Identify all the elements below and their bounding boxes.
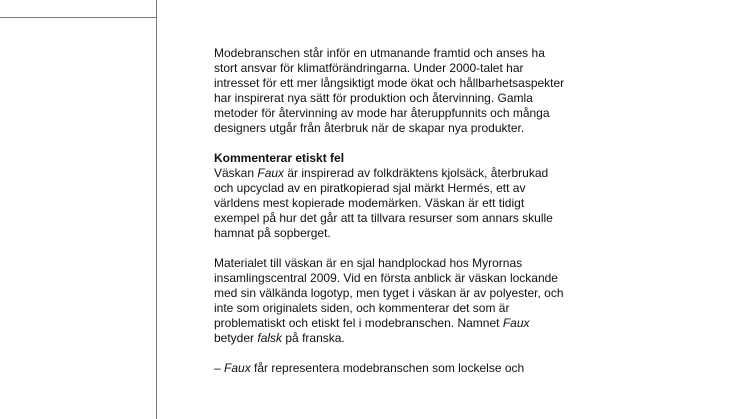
text-line: problematiskt och etiskt fel i modebranschen. Namnet Faux — [214, 316, 530, 330]
text-line: inte som originalets siden, och kommenterar det som är — [214, 301, 510, 315]
text-line: har inspirerat nya sätt för produktion och återvinning. Gamla — [214, 91, 533, 105]
text-line: intresset för ett mer långsiktigt mode ökat och hållbarhetsaspekter — [214, 76, 565, 90]
text-line: exempel på hur det går att ta tillvara resurser som annars skulle — [214, 211, 553, 225]
emphasis: Faux — [257, 166, 285, 180]
bag-description-paragraph — [214, 166, 734, 241]
emphasis: Faux — [224, 361, 251, 375]
quote-paragraph — [214, 361, 734, 376]
article-body — [214, 46, 734, 376]
text-line: stort ansvar för klimatförändringarna. Under 2000-talet har — [214, 61, 524, 75]
text-line: Väskan Faux är inspirerad av folkdräktens kjolsäck, återbrukad — [214, 166, 549, 180]
material-paragraph — [214, 256, 734, 346]
text-line: designers utgår från återbruk när de skapar nya produkter. — [214, 121, 525, 135]
text-line: världens mest kopierade modemärken. Väskan är ett tidigt — [214, 196, 525, 210]
text-line: Modebranschen står inför en utmanande framtid och anses ha — [214, 46, 545, 60]
text-line: Materialet till väskan är en sjal handplockad hos Myrornas — [214, 256, 523, 270]
text-line: hamnat på sopberget. — [214, 226, 331, 240]
sidebar-panel — [0, 0, 157, 419]
emphasis: falsk — [257, 331, 283, 345]
text-line: insamlingscentral 2009. Vid en första anblick är väskan lockande — [214, 271, 558, 285]
sidebar-divider — [0, 17, 157, 18]
section-heading: Kommenterar etiskt fel — [214, 151, 345, 165]
text-line: och upcyclad av en piratkopierad sjal märkt Hermés, ett av — [214, 181, 526, 195]
text-line: med sin välkända logotyp, men tyget i väskan är av polyester, och — [214, 286, 564, 300]
text-line: betyder falsk på franska. — [214, 331, 345, 345]
text-line: metoder för återvinning av mode har återuppfunnits och många — [214, 106, 550, 120]
intro-paragraph — [214, 46, 734, 136]
text-line: – Faux får representera modebranschen som lockelse och — [214, 361, 525, 375]
emphasis: Faux — [502, 316, 530, 330]
